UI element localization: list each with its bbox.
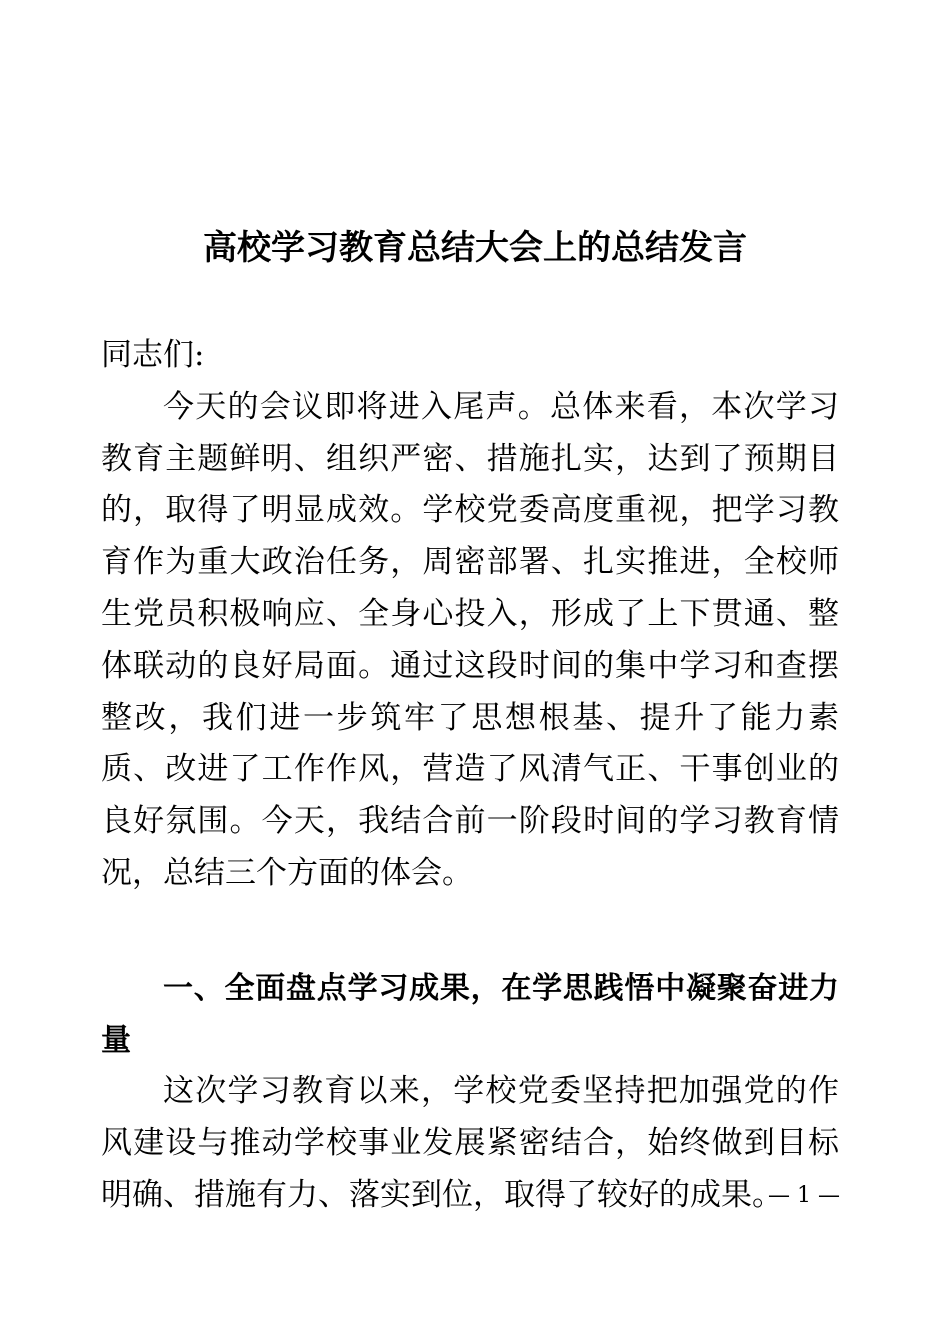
section-paragraph: 这次学习教育以来，学校党委坚持把加强党的作风建设与推动学校事业发展紧密结合，始终做到目标明确、措施有力、落实到位，取得了较好的成果。	[101, 1073, 839, 1213]
opening-paragraph: 今天的会议即将进入尾声。总体来看，本次学习教育主题鲜明、组织严密、措施扎实，达到了预期目的，取得了明显成效。学校党委高度重视，把学习教育作为重大政治任务，周密部署、扎实推进，全校师生党员积极响应、全身心投入，形成了上下贯通、整体联动的良好局面。通过这段时间的集中学习和查摆整改，我们进一步筑牢了思想根基、提升了能力素质、改进了工作作风，营造了风清气正、干事创业的良好氛围。今天，我结合前一阶段时间的学习教育情况，总结三个方面的体会。	[101, 388, 839, 891]
document-title: 高校学习教育总结大会上的总结发言	[203, 228, 747, 268]
page-number: — 1 —	[768, 1183, 840, 1208]
section-heading: 一、全面盘点学习成果，在学思践悟中凝聚奋进力量	[101, 970, 839, 1058]
document-body	[101, 330, 839, 1222]
salutation: 同志们:	[101, 337, 205, 373]
